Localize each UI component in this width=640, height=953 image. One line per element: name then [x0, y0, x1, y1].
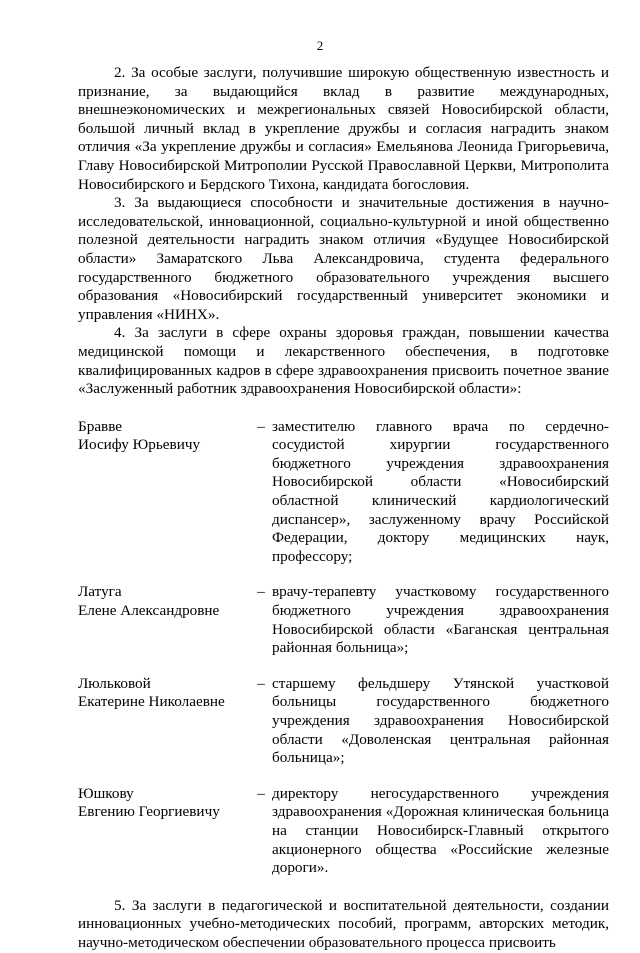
awardee-surname: Юшкову: [78, 784, 134, 802]
paragraph-4: 4. За заслуги в сфере охраны здоровья граждан, повышении качества медицинской помощи и лекарственного обеспечения, в подготовке квалифицированных кадров в сфере здравоохранения присвоить почетное звание «Заслуженный работник здравоохранения Новосибирской области»:: [78, 324, 609, 398]
awardee-given-names: Елене Александровне: [78, 602, 220, 620]
paragraph-5: 5. За заслуги в педагогической и воспитательной деятельности, создании инновационных учебно-методических пособий, программ, авторских методик, научно-методическом обеспечении образовательного процесса присвоить: [78, 896, 609, 951]
awardee-name: [78, 583, 250, 674]
awardee-name: [78, 418, 250, 584]
awardee-surname: Бравве: [78, 417, 123, 435]
dash-separator: –: [257, 784, 265, 802]
awardee-name: [78, 675, 250, 785]
awardee-surname: Латуга: [78, 583, 122, 601]
awardees-table: [78, 418, 609, 878]
awardee-surname: Люльковой: [78, 674, 151, 692]
awardee-position: врачу-терапевту участковому государственного бюджетного учреждения здравоохранения Новосибирской области «Баганская центральная районная больница»;: [272, 583, 609, 657]
awardee-row: [78, 785, 609, 878]
awardee-position: директору негосударственного учреждения здравоохранения «Дорожная клиническая больница на станции Новосибирск-Главный открытого акционерного общества «Российские железные дороги».: [272, 784, 609, 877]
awardee-given-names: Евгению Георгиевичу: [78, 803, 220, 821]
awardee-row: [78, 583, 609, 674]
dash-separator: –: [257, 417, 265, 435]
paragraph-3: 3. За выдающиеся способности и значительные достижения в научно-исследовательской, инновационной, социально-культурной и иной общественно полезной деятельности наградить знаком отличия «Будущее Новосибирской области» Замаратского Льва Александровича, студента федерального государственного бюджетного образовательного учреждения высшего образования «Новосибирский государственный университет экономики и управления «НИНХ».: [78, 194, 609, 323]
document-body: [78, 64, 609, 953]
awardee-row: [78, 675, 609, 785]
awardee-name: [78, 785, 250, 878]
awardee-position: старшему фельдшеру Утянской участковой больницы государственного бюджетного учреждения здравоохранения Новосибирской области «Доволенская центральная районная больница»;: [272, 674, 609, 767]
section-spacer: [78, 878, 609, 897]
paragraph-2: 2. За особые заслуги, получившие широкую общественную известность и признание, за выдающийся вклад в развитие международных, внешнеэкономических и межрегиональных связей Новосибирской области, большой личный вклад в укрепление дружбы и согласия наградить знаком отличия «За укрепление дружбы и согласия» Емельянова Леонида Григорьевича, Главу Новосибирской Митрополии Русской Православной Церкви, Митрополита Новосибирского и Бердского Тихона, кандидата богословия.: [78, 64, 609, 193]
page-number: 2: [316, 38, 324, 53]
awardee-given-names: Екатерине Николаевне: [78, 693, 225, 711]
dash-separator: –: [257, 583, 265, 601]
awardee-position: заместителю главного врача по сердечно-сосудистой хирургии государственного бюджетного учреждения здравоохранения Новосибирской области «Новосибирский областной клинический кардиологический диспансер», заслуженному врачу Российской Федерации, доктору медицинских наук, профессору;: [272, 417, 609, 565]
awardee-given-names: Иосифу Юрьевичу: [78, 436, 201, 454]
awardee-row: [78, 418, 609, 584]
dash-separator: –: [257, 674, 265, 692]
